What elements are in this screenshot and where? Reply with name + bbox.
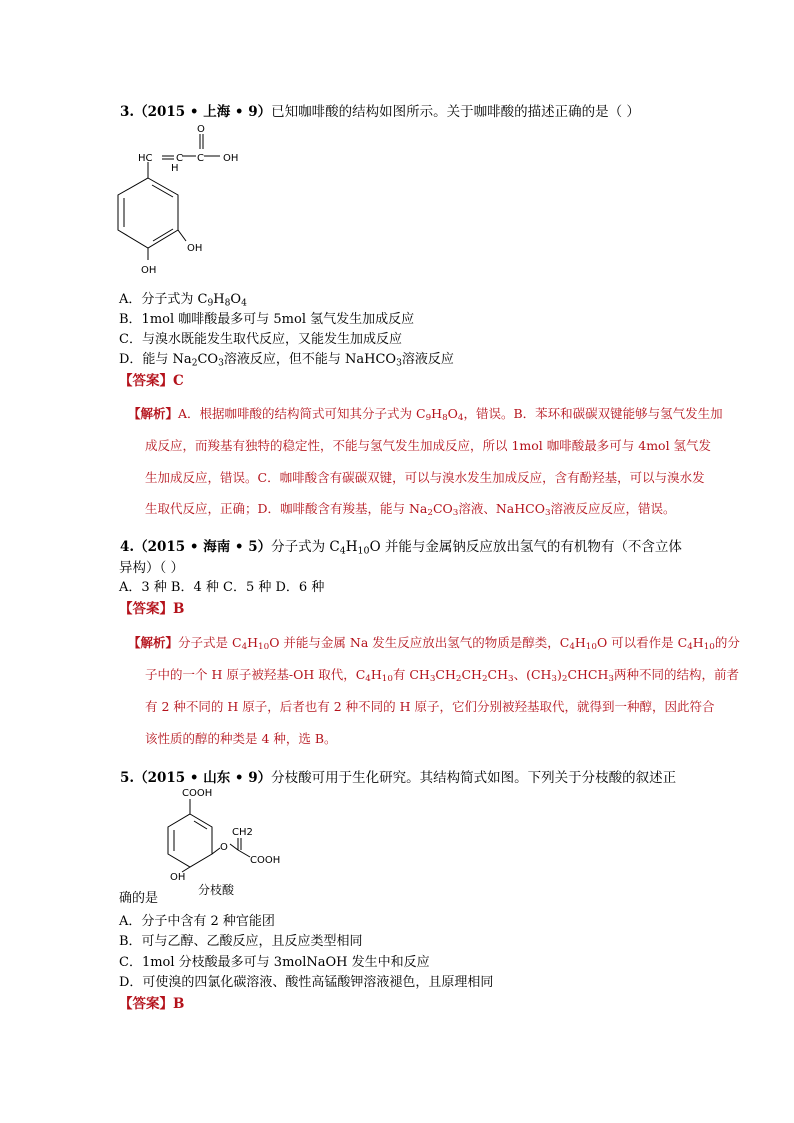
q3-option-c: C．与溴水既能发生取代反应，又能发生加成反应 xyxy=(119,332,402,347)
q5-answer: 【答案】B xyxy=(119,996,185,1012)
q3-h: H xyxy=(171,163,179,174)
q3-option-d: D．能与 $Na_2CO_3$溶液反应，但不能与 NaHCO$_3$溶液反应 xyxy=(119,352,454,369)
q5-stem: 5.（2015 • 山东 • 9）分枝酸可用于生化研究。其结构简式如图。下列关于分枝酸的叙述正 xyxy=(120,770,677,786)
q3-explanation-line-1: 【解析】A．根据咖啡酸的结构简式可知其分子式为 $C_9H_8O_4$，错误。B．苯环和碳碳双键能够与氢气发生加 xyxy=(128,406,723,424)
q3-explanation-line-3: 生加成反应，错误。C．咖啡酸含有碳碳双键，可以与溴水发生加成反应，含有酚羟基，可以与溴水发 xyxy=(145,470,705,485)
q4-stem-line-2: 异构）（ ） xyxy=(119,560,185,576)
q3-oh-ring-1: OH xyxy=(187,243,203,254)
q4-explanation-line-4: 该性质的醇的种类是 4 种，选 B。 xyxy=(145,731,337,746)
q3-option-b: B．1mol 咖啡酸最多可与 5mol 氢气发生加成反应 xyxy=(119,312,415,327)
q3-oh-acid: OH xyxy=(223,153,239,164)
q3-stem-text: 已知咖啡酸的结构如图所示。关于咖啡酸的描述正确的是（ ） xyxy=(271,104,640,120)
q3-option-a: A．分子式为 $C_9H_8O_4$ xyxy=(119,292,247,309)
caffeic-acid-structure xyxy=(110,118,260,280)
q5-option-d: D．可使溴的四氯化碳溶液、酸性高锰酸钾溶液褪色，且原理相同 xyxy=(119,975,494,990)
answer-label: 【答案】 xyxy=(119,373,173,389)
q5-cooh-top: COOH xyxy=(182,788,213,799)
answer-value: C xyxy=(173,373,184,389)
q3-answer xyxy=(119,369,184,389)
q5-option-a: A．分子中含有 2 种官能团 xyxy=(119,914,275,929)
q5-cooh-right: COOH xyxy=(250,855,281,866)
chorismic-acid-structure xyxy=(160,784,320,900)
q4-explanation-line-3: 有 2 种不同的 H 原子，后者也有 2 种不同的 H 原子，它们分别被羟基取代，就得到一种醇，因此符合 xyxy=(145,699,715,714)
q5-ch2: CH2 xyxy=(232,827,253,838)
q5-oh: OH xyxy=(170,872,186,883)
q3-c2: C xyxy=(197,153,204,164)
q5-stem-line-2: 确的是 xyxy=(119,891,159,906)
q5-o: O xyxy=(220,842,228,853)
q3-explanation-line-4: 生取代反应，正确；D．咖啡酸含有羧基，能与 $Na_2CO_3$溶液、NaHCO$_3$溶液反应反应，错误。 xyxy=(145,501,676,519)
q3-c1: C xyxy=(176,153,183,164)
q3-oh-ring-2: OH xyxy=(141,265,157,276)
q5-compound-name: 分枝酸 xyxy=(198,883,235,897)
q4-stem: 4.（2015 • 海南 • 5）分子式为 $C_4H_{10}O$ 并能与金属钠反应放出氢气的有机物有（不含立体 xyxy=(120,539,682,557)
q3-o-top: O xyxy=(197,124,205,135)
q4-explanation-line-2: 子中的一个 H 原子被羟基-OH 取代，$C_4H_{10}$有 $CH_3CH_2CH_2CH_3$、$(CH_3)_2CHCH_3$两种不同的结构，前者 xyxy=(145,667,739,685)
q4-answer: 【答案】B xyxy=(119,601,185,617)
q3-explanation-line-2: 成反应，而羧基有独特的稳定性，不能与氢气发生加成反应，所以 1mol 咖啡酸最多可与 4mol 氢气发 xyxy=(145,438,712,453)
q4-explanation-line-1: 【解析】分子式是 $C_4H_{10}O$ 并能与金属 Na 发生反应放出氢气的物质是醇类，$C_4H_{10}O$ 可以看作是 $C_4H_{10}$的分 xyxy=(128,635,740,653)
q3-number: 3. xyxy=(120,104,135,120)
q5-option-c: C．1mol 分枝酸最多可与 3molNaOH 发生中和反应 xyxy=(119,955,430,970)
q4-options: A．3 种 B．4 种 C．5 种 D．6 种 xyxy=(119,580,325,595)
q5-option-b: B．可与乙醇、乙酸反应，且反应类型相同 xyxy=(119,934,363,949)
q3-source: （2015 • 上海 • 9） xyxy=(134,104,272,120)
q3-stem xyxy=(120,100,640,120)
q3-hc: HC xyxy=(138,153,153,164)
